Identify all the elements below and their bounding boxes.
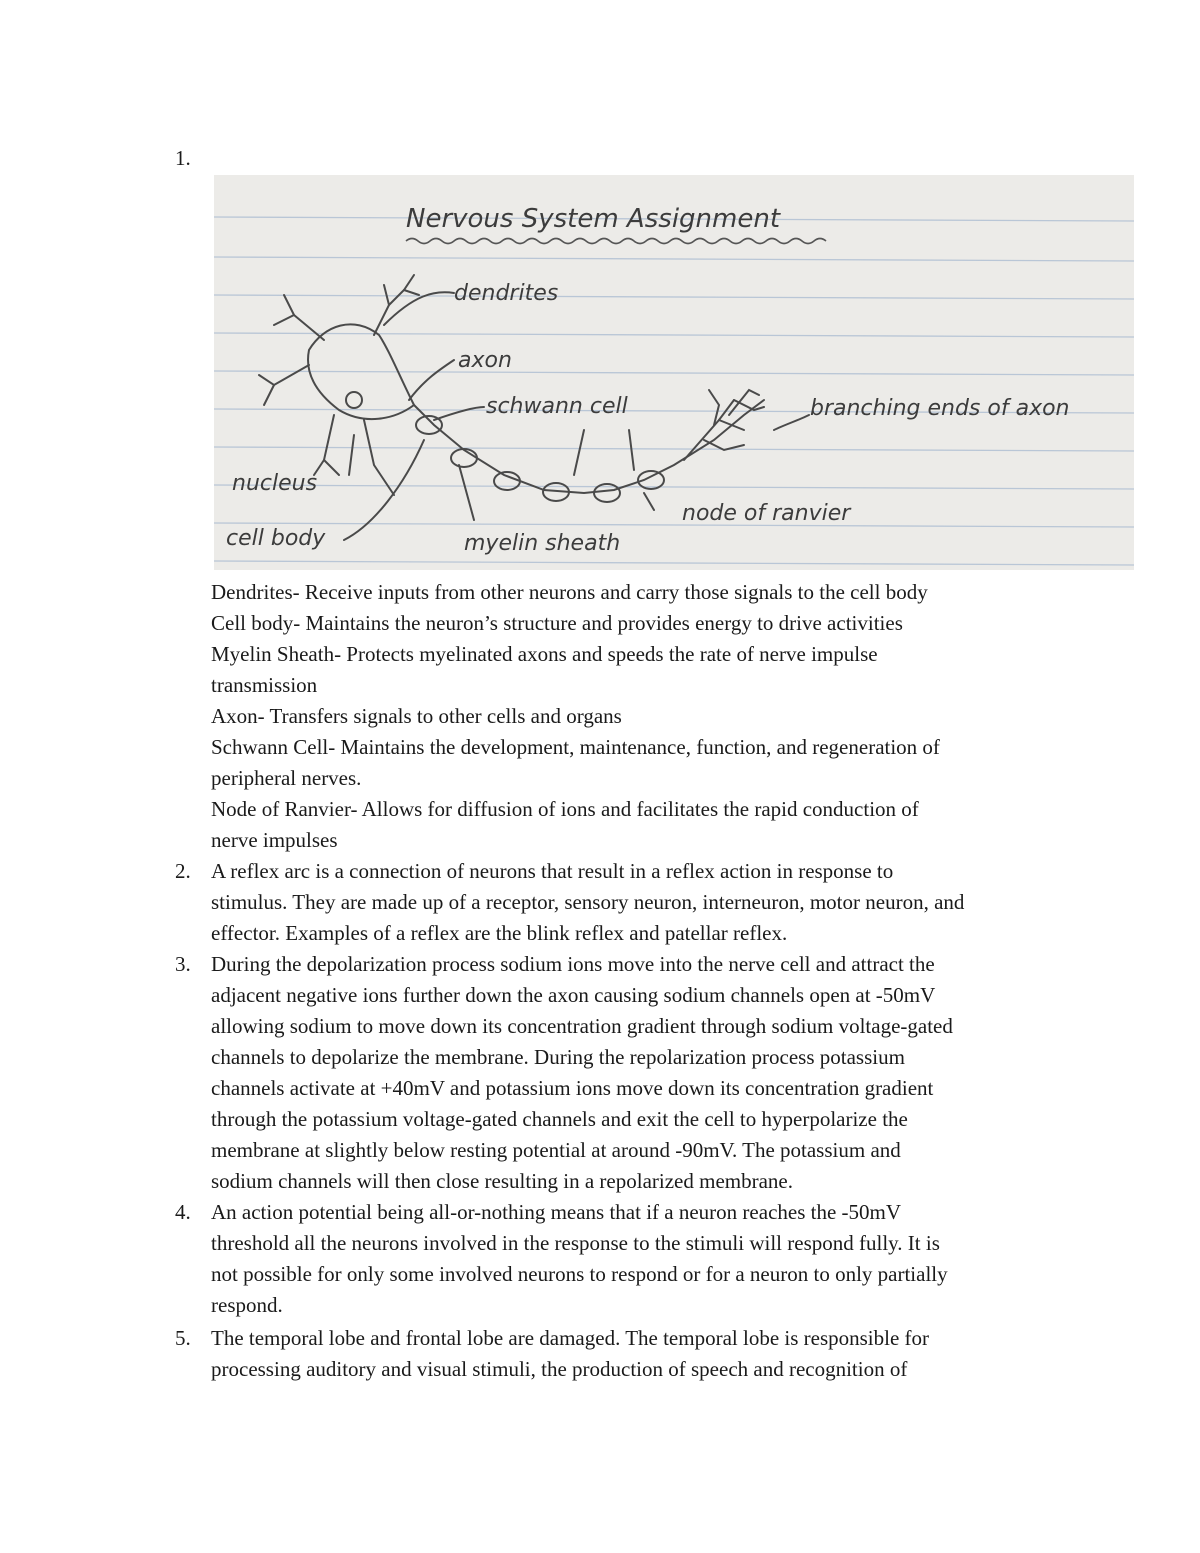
text-line: respond. bbox=[211, 1293, 283, 1317]
neuron-drawing-photo bbox=[214, 175, 1134, 570]
text-line: Cell body- Maintains the neuron’s structure and provides energy to drive activities bbox=[211, 611, 903, 635]
item-3-text bbox=[211, 949, 1071, 1197]
notebook-lines bbox=[214, 217, 1134, 565]
label-nucleus: nucleus bbox=[232, 471, 318, 496]
text-line: stimulus. They are made up of a receptor, sensory neuron, interneuron, motor neuron, and bbox=[211, 890, 965, 914]
text-line: adjacent negative ions further down the axon causing sodium channels open at -50mV bbox=[211, 983, 936, 1007]
label-node-of-ranvier: node of ranvier bbox=[682, 501, 851, 526]
item-1-number: 1. bbox=[175, 146, 191, 170]
text-line: sodium channels will then close resulting in a repolarized membrane. bbox=[211, 1169, 793, 1193]
label-schwann-cell: schwann cell bbox=[486, 394, 628, 419]
item-2-number: 2. bbox=[175, 859, 191, 883]
text-line: not possible for only some involved neurons to respond or for a neuron to only partially bbox=[211, 1262, 948, 1286]
text-line: Myelin Sheath- Protects myelinated axons and speeds the rate of nerve impulse bbox=[211, 642, 878, 666]
item-4-text bbox=[211, 1197, 1071, 1321]
text-line: peripheral nerves. bbox=[211, 766, 362, 790]
label-myelin-sheath: myelin sheath bbox=[464, 531, 621, 556]
text-line: Schwann Cell- Maintains the development, maintenance, function, and regeneration of bbox=[211, 735, 940, 759]
text-line: transmission bbox=[211, 673, 318, 697]
text-line: Axon- Transfers signals to other cells and organs bbox=[211, 704, 622, 728]
text-line: threshold all the neurons involved in the response to the stimuli will respond fully. It is bbox=[211, 1231, 940, 1255]
item-2-text bbox=[211, 856, 1071, 949]
text-line: through the potassium voltage-gated channels and exit the cell to hyperpolarize the bbox=[211, 1107, 908, 1131]
drawing-title: Nervous System Assignment bbox=[406, 204, 781, 234]
text-line: channels to depolarize the membrane. During the repolarization process potassium bbox=[211, 1045, 905, 1069]
text-line: effector. Examples of a reflex are the blink reflex and patellar reflex. bbox=[211, 921, 788, 945]
text-line: allowing sodium to move down its concentration gradient through sodium voltage-gated bbox=[211, 1014, 953, 1038]
text-line: The temporal lobe and frontal lobe are damaged. The temporal lobe is responsible for bbox=[211, 1326, 930, 1350]
label-dendrites: dendrites bbox=[454, 281, 559, 306]
text-line: Node of Ranvier- Allows for diffusion of ions and facilitates the rapid conduction of bbox=[211, 797, 919, 821]
item-3-number: 3. bbox=[175, 952, 191, 976]
text-line: processing auditory and visual stimuli, the production of speech and recognition of bbox=[211, 1357, 908, 1381]
item-1-text bbox=[211, 577, 1071, 856]
text-line: Dendrites- Receive inputs from other neurons and carry those signals to the cell body bbox=[211, 580, 928, 604]
text-line: nerve impulses bbox=[211, 828, 338, 852]
item-5-number: 5. bbox=[175, 1326, 191, 1350]
item-5-text bbox=[211, 1323, 1071, 1385]
label-axon: axon bbox=[458, 348, 512, 373]
neuron-sketch bbox=[214, 175, 1134, 570]
label-cell-body: cell body bbox=[226, 526, 326, 551]
text-line: An action potential being all-or-nothing means that if a neuron reaches the -50mV bbox=[211, 1200, 902, 1224]
item-4-number: 4. bbox=[175, 1200, 191, 1224]
text-line: channels activate at +40mV and potassium ions move down its concentration gradient bbox=[211, 1076, 934, 1100]
text-line: During the depolarization process sodium ions move into the nerve cell and attract the bbox=[211, 952, 935, 976]
text-line: membrane at slightly below resting potential at around -90mV. The potassium and bbox=[211, 1138, 901, 1162]
text-line: A reflex arc is a connection of neurons that result in a reflex action in response to bbox=[211, 859, 894, 883]
title-underline bbox=[406, 239, 826, 244]
label-branching-ends: branching ends of axon bbox=[810, 396, 1070, 421]
